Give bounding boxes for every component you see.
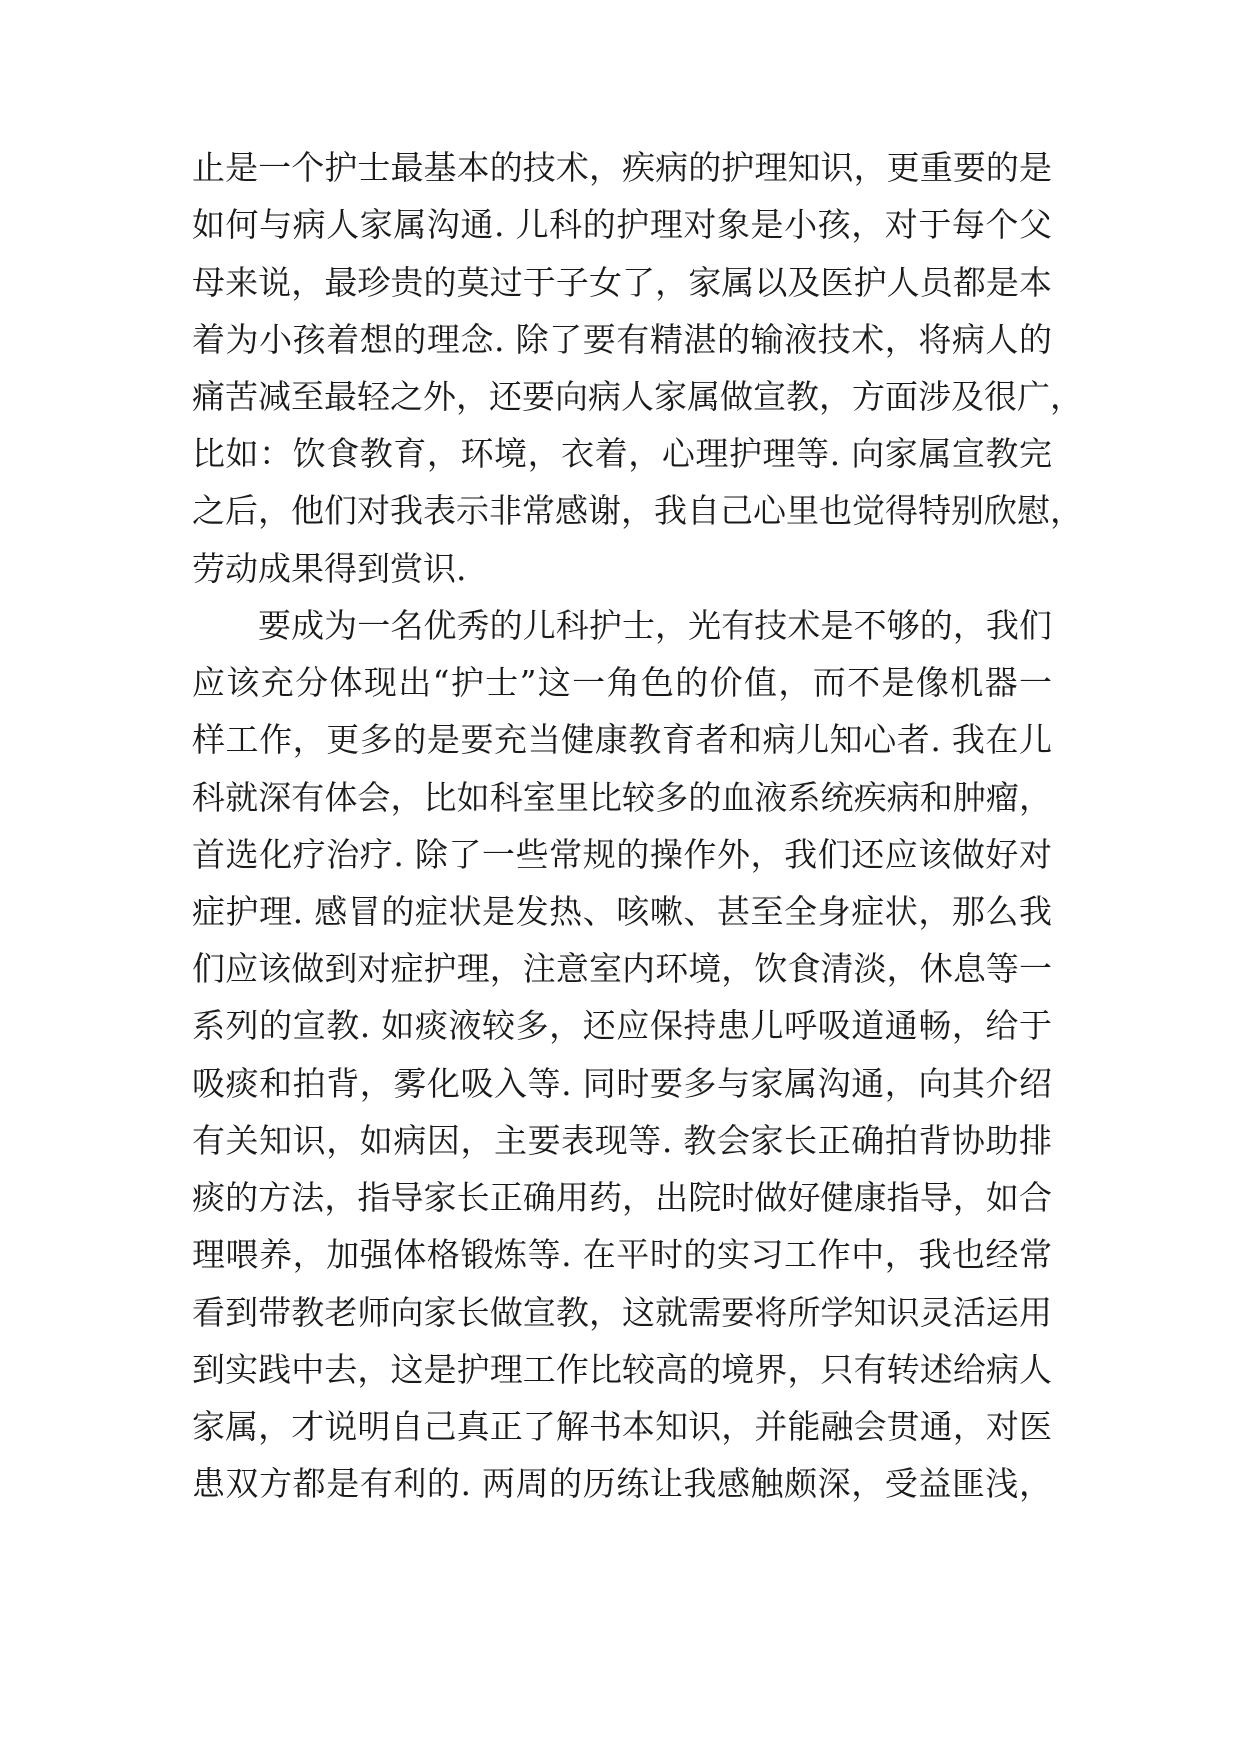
text-line: 着为小孩着想的理念. 除了要有精湛的输液技术，将病人的 xyxy=(192,320,1052,359)
text-line: 患双方都是有利的. 两周的历练让我感触颇深，受益匪浅， xyxy=(192,1464,1052,1503)
text-line: 应该充分体现出“护士”这一角色的价值，而不是像机器一 xyxy=(192,663,1052,702)
text-line: 系列的宣教. 如痰液较多，还应保持患儿呼吸道通畅，给于 xyxy=(192,1006,1052,1045)
text-line: 之后，他们对我表示非常感谢，我自己心里也觉得特别欣慰， xyxy=(192,491,1083,530)
text-line: 看到带教老师向家长做宣教，这就需要将所学知识灵活运用 xyxy=(192,1293,1052,1332)
text-line: 到实践中去，这是护理工作比较高的境界，只有转述给病人 xyxy=(192,1350,1052,1389)
text-line: 们应该做到对症护理，注意室内环境，饮食清淡，休息等一 xyxy=(192,949,1052,988)
text-line: 止是一个护士最基本的技术，疾病的护理知识，更重要的是 xyxy=(192,148,1052,187)
text-line: 家属，才说明自己真正了解书本知识，并能融会贯通，对医 xyxy=(192,1407,1052,1446)
text-line: 症护理. 感冒的症状是发热、咳嗽、甚至全身症状，那么我 xyxy=(192,892,1052,931)
text-line: 劳动成果得到赏识. xyxy=(192,549,467,588)
text-line: 母来说，最珍贵的莫过于子女了，家属以及医护人员都是本 xyxy=(192,263,1052,302)
text-line: 要成为一名优秀的儿科护士，光有技术是不够的，我们 xyxy=(258,606,1052,645)
text-line: 痛苦减至最轻之外，还要向病人家属做宣教，方面涉及很广， xyxy=(192,377,1083,416)
text-line: 痰的方法，指导家长正确用药，出院时做好健康指导，如合 xyxy=(192,1178,1052,1217)
text-line: 首选化疗治疗. 除了一些常规的操作外，我们还应该做好对 xyxy=(192,835,1052,874)
text-line: 有关知识，如病因，主要表现等. 教会家长正确拍背协助排 xyxy=(192,1121,1052,1160)
text-line: 吸痰和拍背，雾化吸入等. 同时要多与家属沟通，向其介绍 xyxy=(192,1064,1052,1103)
text-line: 理喂养，加强体格锻炼等. 在平时的实习工作中，我也经常 xyxy=(192,1235,1052,1274)
text-line: 样工作，更多的是要充当健康教育者和病儿知心者. 我在儿 xyxy=(192,720,1052,759)
text-line: 比如：饮食教育，环境，衣着，心理护理等. 向家属宣教完 xyxy=(192,434,1052,473)
text-line: 如何与病人家属沟通. 儿科的护理对象是小孩，对于每个父 xyxy=(192,205,1052,244)
text-line: 科就深有体会，比如科室里比较多的血液系统疾病和肿瘤， xyxy=(192,778,1052,817)
